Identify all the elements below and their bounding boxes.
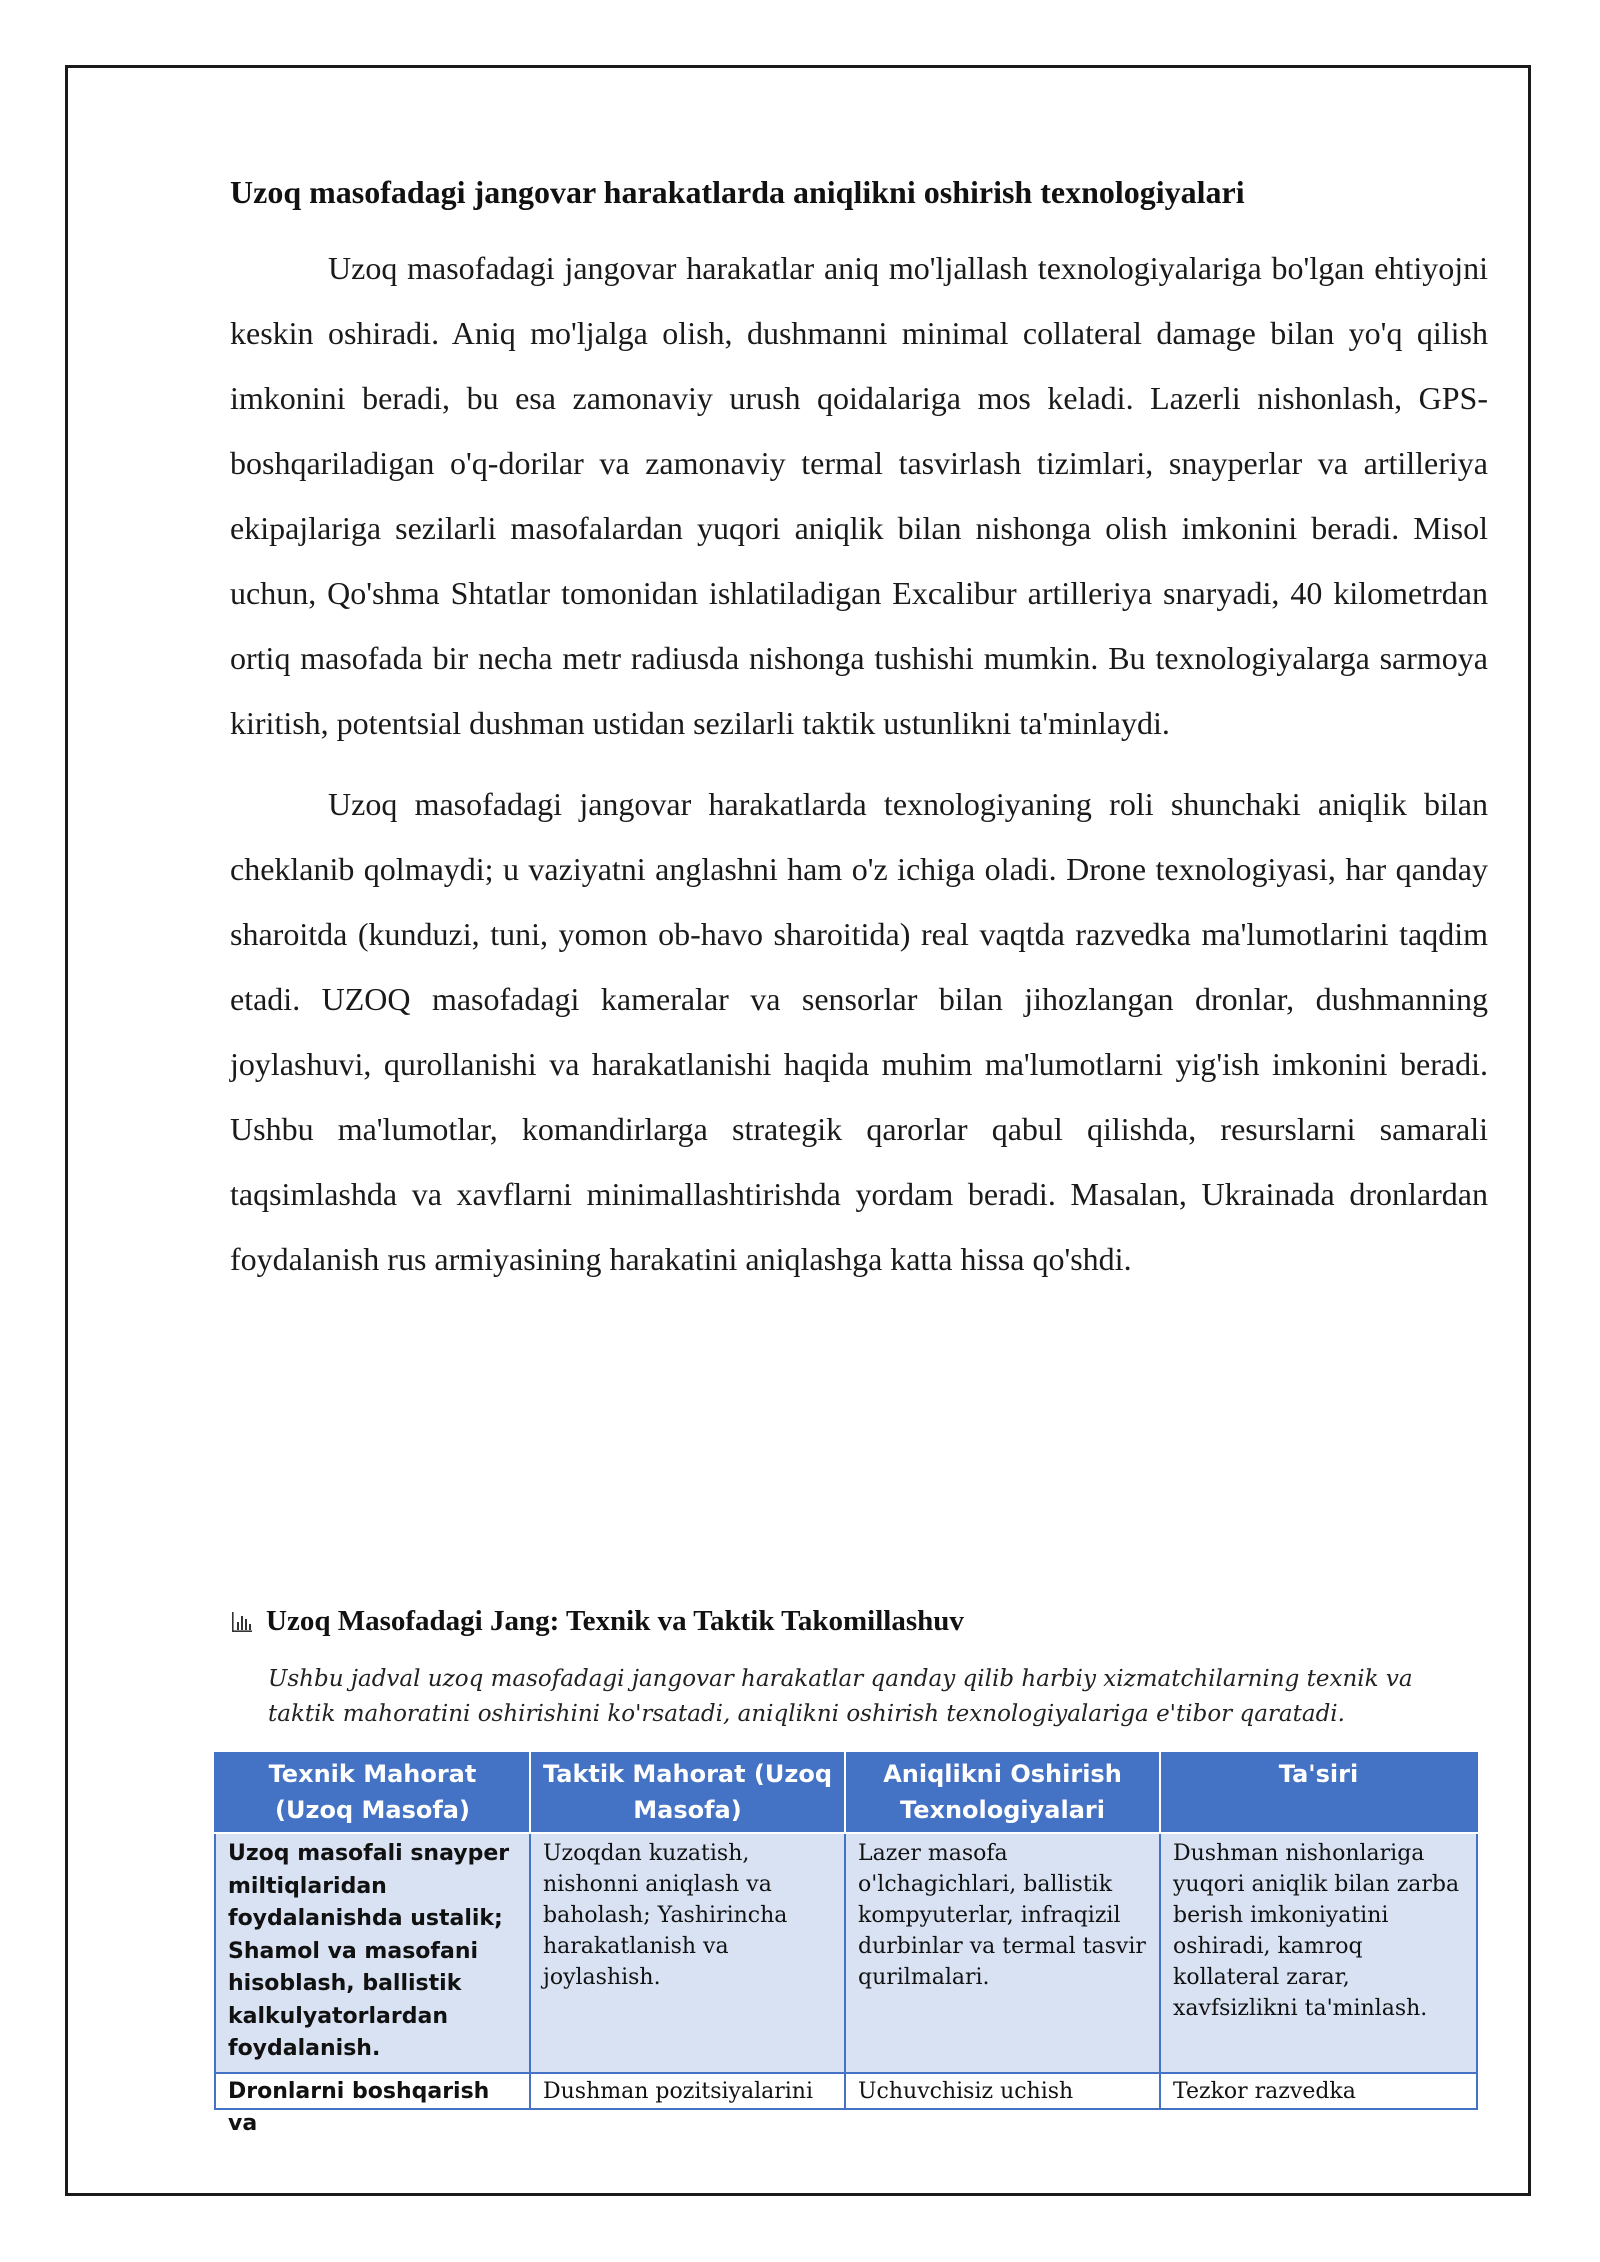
document-title: Uzoq masofadagi jangovar harakatlarda aniqlikni oshirish texnologiyalari [230,174,1245,210]
table-cell: Uzoqdan kuzatish, nishonni aniqlash va baholash; Yashirincha harakatlanish va joylashish. [530,1833,845,2073]
skills-table [214,1752,1478,2136]
header-tactical-skill: Taktik Mahorat (Uzoq Masofa) [530,1753,845,1833]
section-heading [230,1605,964,1638]
table-cell: Lazer masofa o'lchagichlari, ballistik kompyuterlar, infraqizil durbinlar va termal tasvir qurilmalari. [845,1833,1160,2073]
section-heading-text: Uzoq Masofadagi Jang: Texnik va Taktik Takomillashuv [266,1605,964,1637]
document-body [230,172,1488,1308]
table-row [215,2073,1477,2109]
table-cell [1160,2073,1477,2109]
table-cell [530,2073,845,2109]
paragraph-1: Uzoq masofadagi jangovar harakatlar aniq mo'ljallash texnologiyalariga bo'lgan ehtiyojni keskin oshiradi. Aniq mo'ljalga olish, dushmanni minimal collateral damage bilan yo'q qilish imkonini beradi, bu esa zamonaviy urush qoidalariga mos keladi. Lazerli nishonlash, GPS-boshqariladigan o'q-dorilar va zamonaviy termal tasvirlash tizimlari, snayperlar va artilleriya ekipajlariga sezilarli masofalardan yuqori aniqlik bilan nishonga olish imkonini beradi. Misol uchun, Qo'shma Shtatlar tomonidan ishlatiladigan Excalibur artilleriya snaryadi, 40 kilometrdan ortiq masofada bir necha metr radiusda nishonga tushishi mumkin. Bu texnologiyalarga sarmoya kiritish, potentsial dushman ustidan sezilarli taktik ustunlikni ta'minlaydi. [230,249,1488,741]
table-header-row [215,1753,1477,1833]
header-precision-tech: Aniqlikni Oshirish Texnologiyalari [845,1753,1160,1833]
table-cell [845,2073,1160,2109]
table-cell [215,2073,530,2136]
table-row [215,1833,1477,2073]
table-cell-text: Dushman pozitsiyalarini [543,2078,813,2104]
paragraph-2: Uzoq masofadagi jangovar harakatlarda texnologiyaning roli shunchaki aniqlik bilan cheklanib qolmaydi; u vaziyatni anglashni ham o'z ichiga oladi. Drone texnologiyasi, har qanday sharoitda (kunduzi, tuni, yomon ob-havo sharoitida) real vaqtda razvedka ma'lumotlarini taqdim etadi. UZOQ masofadagi kameralar va sensorlar bilan jihozlangan dronlar, dushmanning joylashuvi, qurollanishi va harakatlanishi haqida muhim ma'lumotlarni yig'ish imkonini beradi. Ushbu ma'lumotlar, komandirlarga strategik qarorlar qabul qilishda, resurslarni samarali taqsimlashda va xavflarni minimallashtirishda yordam beradi. Masalan, Ukrainada dronlardan foydalanish rus armiyasining harakatini aniqlashga katta hissa qo'shdi. [230,785,1488,1277]
table-cell: Uzoq masofali snayper miltiqlaridan foydalanishda ustalik; Shamol va masofani hisoblash, ballistik kalkulyatorlardan foydalanish. [215,1833,530,2073]
header-technical-skill: Texnik Mahorat (Uzoq Masofa) [215,1753,530,1833]
header-impact: Ta'siri [1160,1753,1477,1833]
table-cell-text: Dronlarni boshqarish va [228,2078,490,2136]
table-cell-text: Tezkor razvedka [1173,2078,1356,2104]
table-caption: Ushbu jadval uzoq masofadagi jangovar harakatlar qanday qilib harbiy xizmatchilarning texnik va taktik mahoratini oshirishini ko'rsatadi, aniqlikni oshirish texnologiyalariga e'tibor qaratadi. [268,1666,1413,1727]
table-cell: Dushman nishonlariga yuqori aniqlik bilan zarba berish imkoniyatini oshiradi, kamroq kollateral zarar, xavfsizlikni ta'minlash. [1160,1833,1477,2073]
bar-chart-icon [230,1610,254,1634]
table-cell-text: Uchuvchisiz uchish [858,2078,1074,2104]
